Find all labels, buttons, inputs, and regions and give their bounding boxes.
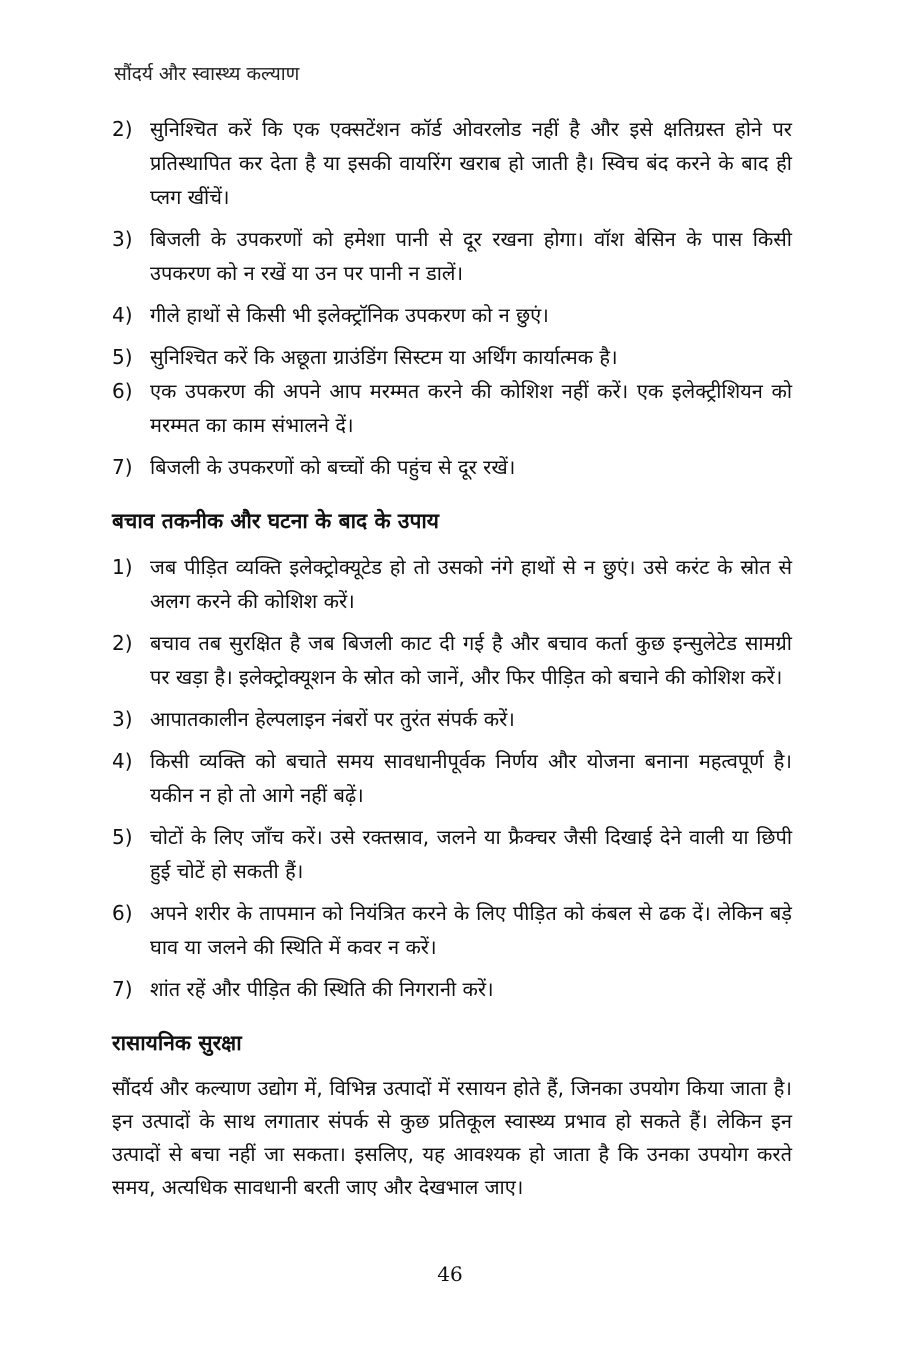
list-item [112,112,792,214]
list-item-text: सुनिश्चित करें कि अछूता ग्राउंडिंग सिस्टम या अर्थिंग कार्यात्मक है। [150,345,618,369]
section-heading-rescue: बचाव तकनीक और घटना के बाद के उपाय [112,509,439,533]
list-item-number: 7) [112,977,133,1001]
list-item-text: एक उपकरण की अपने आप मरम्मत करने की कोशिश नहीं करें। एक इलेक्ट्रीशियन को मरम्मत का काम संभालने दें। [150,379,792,437]
list-item-number: 2) [112,117,133,141]
list-item [112,744,792,812]
page-number: 46 [437,1262,463,1286]
list-item-number: 3) [112,227,133,251]
list-item-text: चोटों के लिए जाँच करें। उसे रक्तस्राव, जलने या फ्रैक्चर जैसी दिखाई देने वाली या छिपी हुई चोटें हो सकती हैं। [150,825,792,883]
list-item-text: किसी व्यक्ति को बचाते समय सावधानीपूर्वक निर्णय और योजना बनाना महत्वपूर्ण है। यकीन न हो तो आगे नहीं बढ़ें। [150,749,792,807]
list-item-number: 6) [112,901,133,925]
list-item [112,626,792,694]
running-header: सौंदर्य और स्वास्थ्य कल्याण [114,63,300,85]
list-item-text: अपने शरीर के तापमान को नियंत्रित करने के लिए पीड़ित को कंबल से ढक दें। लेकिन बड़े घाव या जलने की स्थिति में कवर न करें। [150,901,792,959]
list-item [112,450,792,484]
list-item [112,896,792,964]
list-item-text: सुनिश्चित करें कि एक एक्सटेंशन कॉर्ड ओवरलोड नहीं है और इसे क्षतिग्रस्त होने पर प्रतिस्थापित कर देता है या इसकी वायरिंग खराब हो जाती है। स्विच बंद करने के बाद ही प्लग खींचें। [150,117,792,209]
list-item [112,374,792,442]
list-item-number: 1) [112,555,133,579]
list-item-number: 4) [112,749,133,773]
list-item-number: 5) [112,825,133,849]
list-item-text: जब पीड़ित व्यक्ति इलेक्ट्रोक्यूटेड हो तो उसको नंगे हाथों से न छुएं। उसे करंट के स्रोत से अलग करने की कोशिश करें। [150,555,792,613]
list-item-text: गीले हाथों से किसी भी इलेक्ट्रॉनिक उपकरण को न छुएं। [150,303,549,327]
page-content [112,112,792,1204]
list-item-text: बचाव तब सुरक्षित है जब बिजली काट दी गई है और बचाव कर्ता कुछ इन्सुलेटेड सामग्री पर खड़ा है। इलेक्ट्रोक्यूशन के स्रोत को जानें, और फिर पीड़ित को बचाने की कोशिश करें। [150,631,792,689]
list-item-number: 2) [112,631,133,655]
list-item-number: 4) [112,303,133,327]
list-item-text: शांत रहें और पीड़ित की स्थिति की निगरानी करें। [150,977,494,1001]
list-item-text: बिजली के उपकरणों को हमेशा पानी से दूर रखना होगा। वॉश बेसिन के पास किसी उपकरण को न रखें या उन पर पानी न डालें। [150,227,792,285]
list-item [112,820,792,888]
list-item-number: 3) [112,707,133,731]
list-item [112,702,792,736]
list-item [112,550,792,618]
list-item-number: 6) [112,379,133,403]
list-item-text: आपातकालीन हेल्पलाइन नंबरों पर तुरंत संपर्क करें। [150,707,515,731]
list-item [112,340,792,374]
list-item-number: 7) [112,455,133,479]
section-heading-chemical-safety: रासायनिक सुरक्षा [112,1031,242,1055]
list-item [112,972,792,1006]
list-item-number: 5) [112,345,133,369]
list-item [112,298,792,332]
electrical-safety-list [112,112,792,484]
rescue-measures-list [112,550,792,1006]
chemical-safety-paragraph: सौंदर्य और कल्याण उद्योग में, विभिन्न उत्पादों में रसायन होते हैं, जिनका उपयोग किया जाता है। इन उत्पादों के साथ लगातार संपर्क से कुछ प्रतिकूल स्वास्थ्य प्रभाव हो सकते हैं। लेकिन इन उत्पादों से बचा नहीं जा सकता। इसलिए, यह आवश्यक हो जाता है कि उनका उपयोग करते समय, अत्यधिक सावधानी बरती जाए और देखभाल जाए। [112,1076,792,1199]
list-item-text: बिजली के उपकरणों को बच्चों की पहुंच से दूर रखें। [150,455,516,479]
list-item [112,222,792,290]
